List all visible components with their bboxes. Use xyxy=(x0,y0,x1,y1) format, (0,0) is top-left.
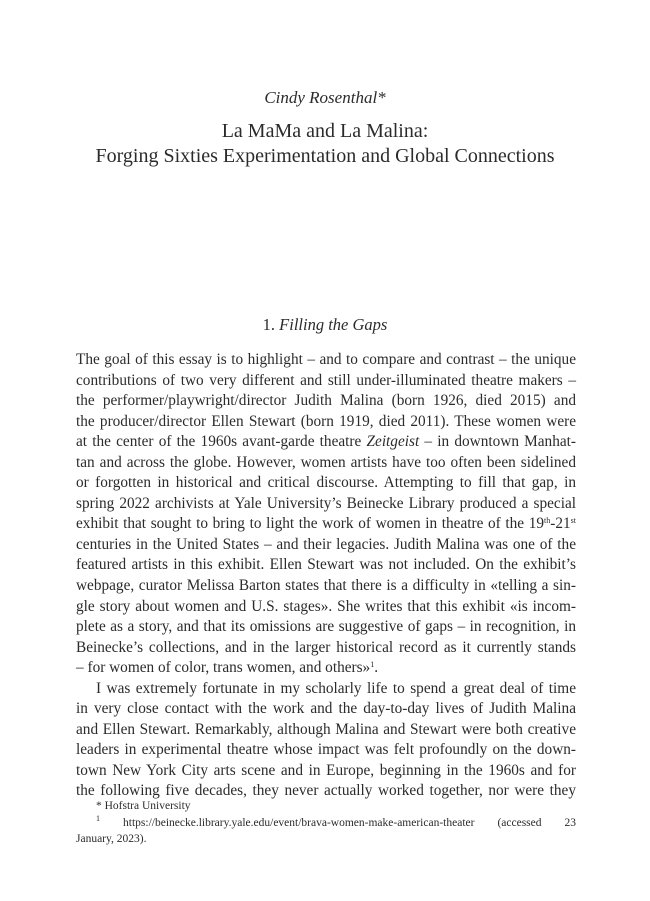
footnotes xyxy=(76,798,576,848)
text-line: contributions of two very different and still under-illuminated theatre makers – xyxy=(76,371,576,389)
paragraph-1 xyxy=(76,350,576,679)
author-name: Cindy Rosenthal* xyxy=(264,88,386,107)
section-heading xyxy=(0,315,650,335)
footnote-reference[interactable]: 1 xyxy=(370,660,375,670)
article-title xyxy=(0,119,650,169)
zeitgeist-term: Zeitgeist xyxy=(366,433,420,451)
text-line: plete as a story, and that its omissions are suggestive of gaps – in recognition, in xyxy=(76,618,576,636)
affiliation-footnote: * Hofstra University xyxy=(96,800,191,812)
text-run: – for women of color, trans women, and others» xyxy=(76,659,371,677)
text-run: at the center of the 1960s avant-garde theatre xyxy=(76,433,367,451)
footnote-marker: 1 xyxy=(96,813,100,823)
section-title: Filling the Gaps xyxy=(279,315,388,334)
text-line: or forgotten in historical and critical discourse. Attempting to fill that gap, in xyxy=(76,474,576,492)
footnote-1 xyxy=(76,815,576,832)
text-line xyxy=(76,658,576,679)
text-line: The goal of this essay is to highlight – and to compare and contrast – the unique xyxy=(76,351,576,368)
text-line: Beinecke’s collections, and in the larger historical record as it currently stands xyxy=(76,638,576,656)
text-line xyxy=(76,514,576,535)
text-line: in very close contact with the work and the day-to-day lives of Judith Malina xyxy=(76,700,576,718)
text-line xyxy=(76,432,576,453)
text-line: town New York City arts scene and in Europe, beginning in the 1960s and for xyxy=(76,761,576,779)
body-text xyxy=(76,350,576,802)
text-line: the performer/playwright/director Judith Malina (born 1926, died 2015) and xyxy=(76,392,576,410)
text-line: spring 2022 archivists at Yale University’s Beinecke Library produced a special xyxy=(76,494,576,512)
text-line: gle story about women and U.S. stages». She writes that this exhibit «is incom- xyxy=(76,597,576,615)
superscript: th xyxy=(544,516,551,526)
text-line: centuries in the United States – and their legacies. Judith Malina was one of the xyxy=(76,535,576,553)
paragraph-2 xyxy=(76,679,576,802)
text-line: the producer/director Ellen Stewart (born 1919, died 2011). These women were xyxy=(76,412,576,430)
text-run: . xyxy=(374,659,379,677)
text-line: featured artists in this exhibit. Ellen Stewart was not included. On the exhibit’s xyxy=(76,556,576,574)
title-line-1: La MaMa and La Malina: xyxy=(221,120,429,142)
text-run: exhibit that sought to bring to light the work of women in theatre of the 19 xyxy=(76,515,545,533)
text-line: tan and across the globe. However, women artists have too often been sidelined xyxy=(76,453,576,471)
footnote-url[interactable]: https://beinecke.library.yale.edu/event/brava-women-make-american-theater (accessed 23 xyxy=(123,816,577,829)
text-run: – in downtown Manhat- xyxy=(419,433,576,451)
section-number: 1. xyxy=(262,315,276,334)
text-line: and Ellen Stewart. Remarkably, although Malina and Stewart were both creative xyxy=(76,720,576,738)
text-line: webpage, curator Melissa Barton states that there is a difficulty in «telling a sin- xyxy=(76,577,576,595)
title-line-2: Forging Sixties Experimentation and Global Connections xyxy=(95,145,555,167)
text-run: -21 xyxy=(550,515,571,533)
text-line: the following five decades, they never actually worked together, nor were they xyxy=(76,782,576,800)
text-line: I was extremely fortunate in my scholarly life to spend a great deal of time xyxy=(96,679,576,697)
superscript: st xyxy=(570,516,576,526)
footnote-1-continued: January, 2023). xyxy=(76,833,147,845)
text-line: leaders in experimental theatre whose impact was felt profoundly on the down- xyxy=(76,741,576,759)
